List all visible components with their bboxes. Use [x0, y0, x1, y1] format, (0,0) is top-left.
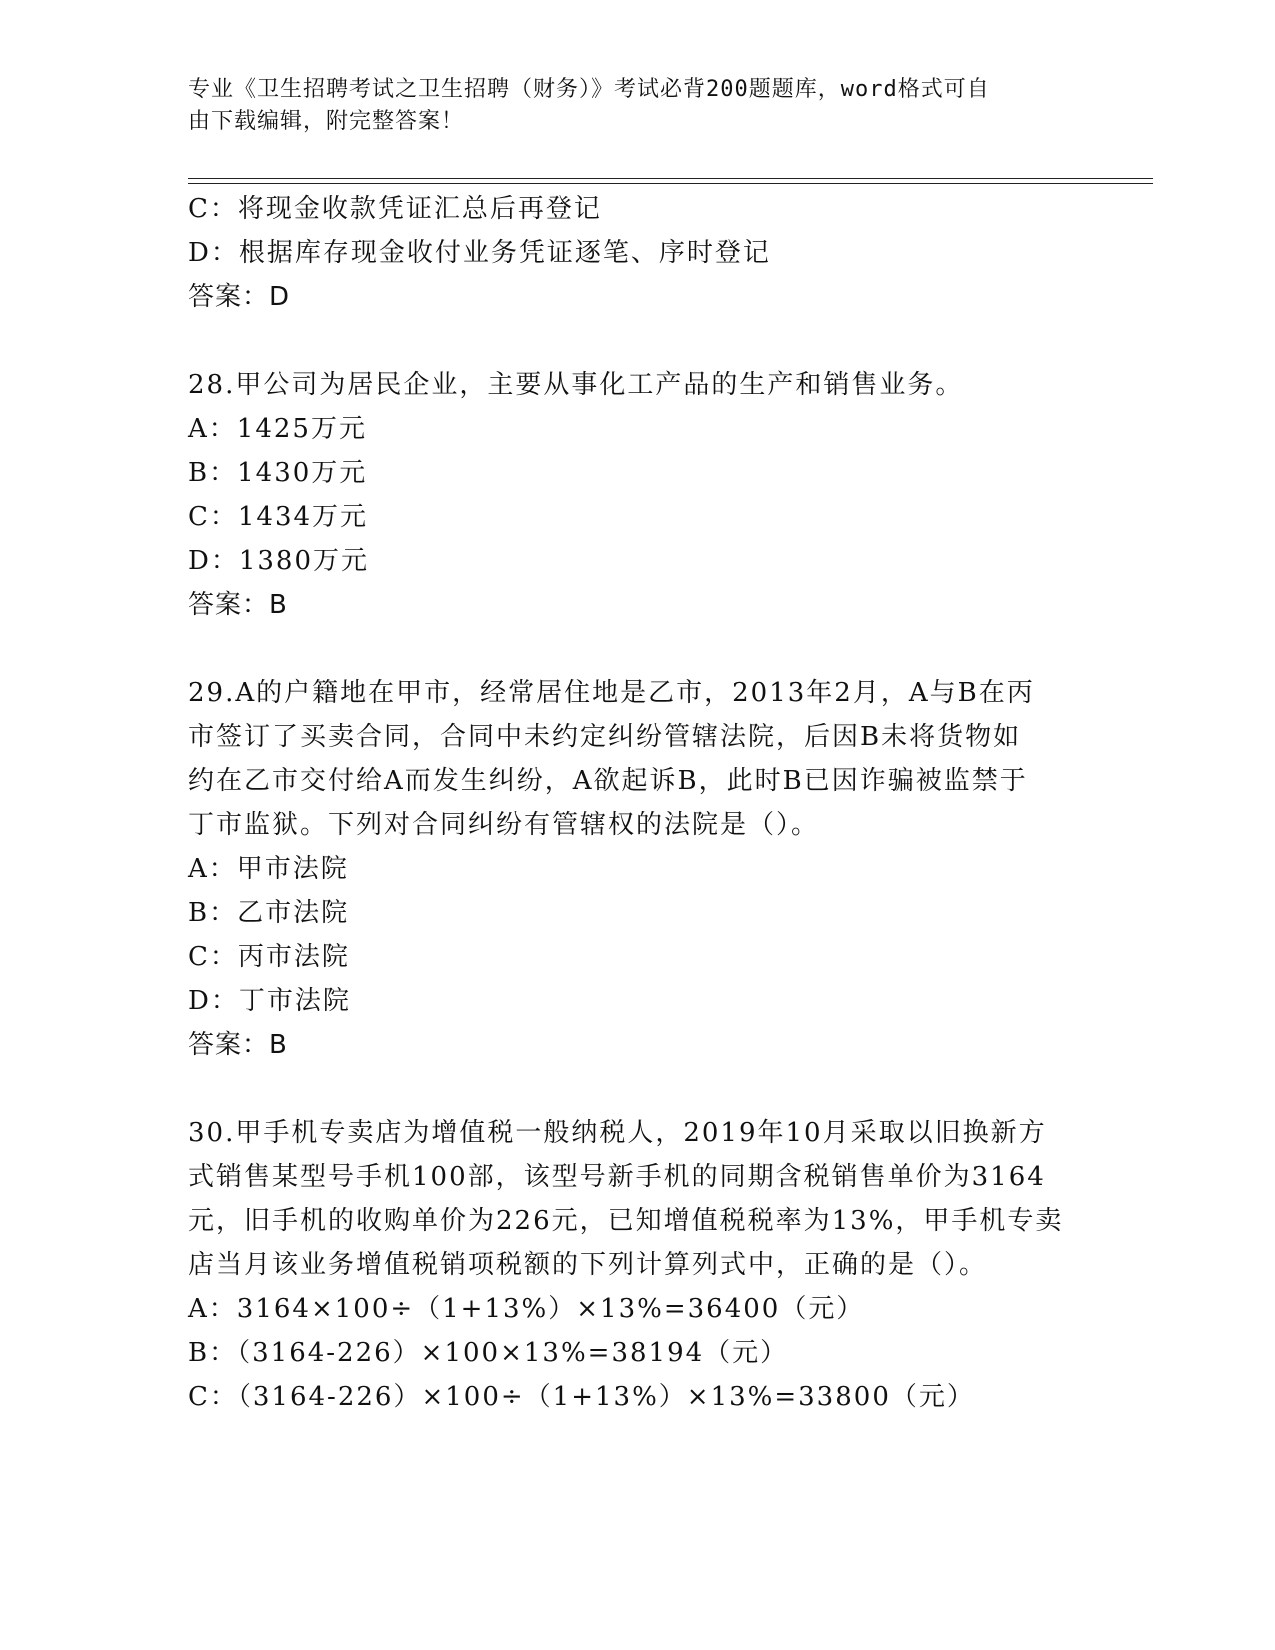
question-29-option-a: A：甲市法院 — [188, 854, 349, 884]
question-29-stem-line-3: 约在乙市交付给A而发生纠纷，A欲起诉B，此时B已因诈骗被监禁于 — [188, 766, 1028, 796]
question-28-answer: 答案：B — [188, 590, 288, 620]
question-29-option-b: B：乙市法院 — [188, 898, 350, 928]
prev-question-option-c: C：将现金收款凭证汇总后再登记 — [188, 194, 602, 224]
question-30-stem-line-2: 式销售某型号手机100部，该型号新手机的同期含税销售单价为3164 — [188, 1162, 1046, 1192]
question-29-answer: 答案：B — [188, 1030, 288, 1060]
question-29-option-d: D：丁市法院 — [188, 986, 351, 1016]
question-28-option-a: A：1425万元 — [188, 414, 367, 444]
question-28-option-d: D：1380万元 — [188, 546, 370, 576]
question-28-option-c: C：1434万元 — [188, 502, 369, 532]
header-line-1: 专业《卫生招聘考试之卫生招聘（财务）》考试必背200题题库，word格式可自 — [188, 77, 990, 102]
document-header — [188, 74, 1068, 138]
header-divider-bottom — [188, 183, 1153, 184]
question-30-option-b: B：（3164-226）×100×13%=38194（元） — [188, 1338, 789, 1368]
header-line-2: 由下载编辑，附完整答案！ — [188, 109, 465, 134]
question-30-stem-line-3: 元，旧手机的收购单价为226元，已知增值税税率为13%，甲手机专卖 — [188, 1206, 1064, 1236]
prev-question-answer: 答案：D — [188, 282, 291, 312]
question-30-option-c: C：（3164-226）×100÷（1+13%）×13%=33800（元） — [188, 1382, 975, 1412]
question-29-stem-line-1: 29.A的户籍地在甲市，经常居住地是乙市，2013年2月，A与B在丙 — [188, 678, 1035, 708]
prev-question-option-d: D：根据库存现金收付业务凭证逐笔、序时登记 — [188, 238, 771, 268]
question-29-option-c: C：丙市法院 — [188, 942, 350, 972]
question-30-option-a: A：3164×100÷（1+13%）×13%=36400（元） — [188, 1294, 865, 1324]
question-30-stem-line-1: 30.甲手机专卖店为增值税一般纳税人，2019年10月采取以旧换新方 — [188, 1118, 1047, 1148]
question-28-option-b: B：1430万元 — [188, 458, 368, 488]
header-divider-top — [188, 178, 1153, 179]
question-29-stem-line-4: 丁市监狱。下列对合同纠纷有管辖权的法院是（）。 — [188, 810, 820, 840]
question-28-stem: 28.甲公司为居民企业，主要从事化工产品的生产和销售业务。 — [188, 370, 964, 400]
question-30-stem-line-4: 店当月该业务增值税销项税额的下列计算列式中，正确的是（）。 — [188, 1250, 988, 1280]
question-29-stem-line-2: 市签订了买卖合同，合同中未约定纠纷管辖法院，后因B未将货物如 — [188, 722, 1022, 752]
